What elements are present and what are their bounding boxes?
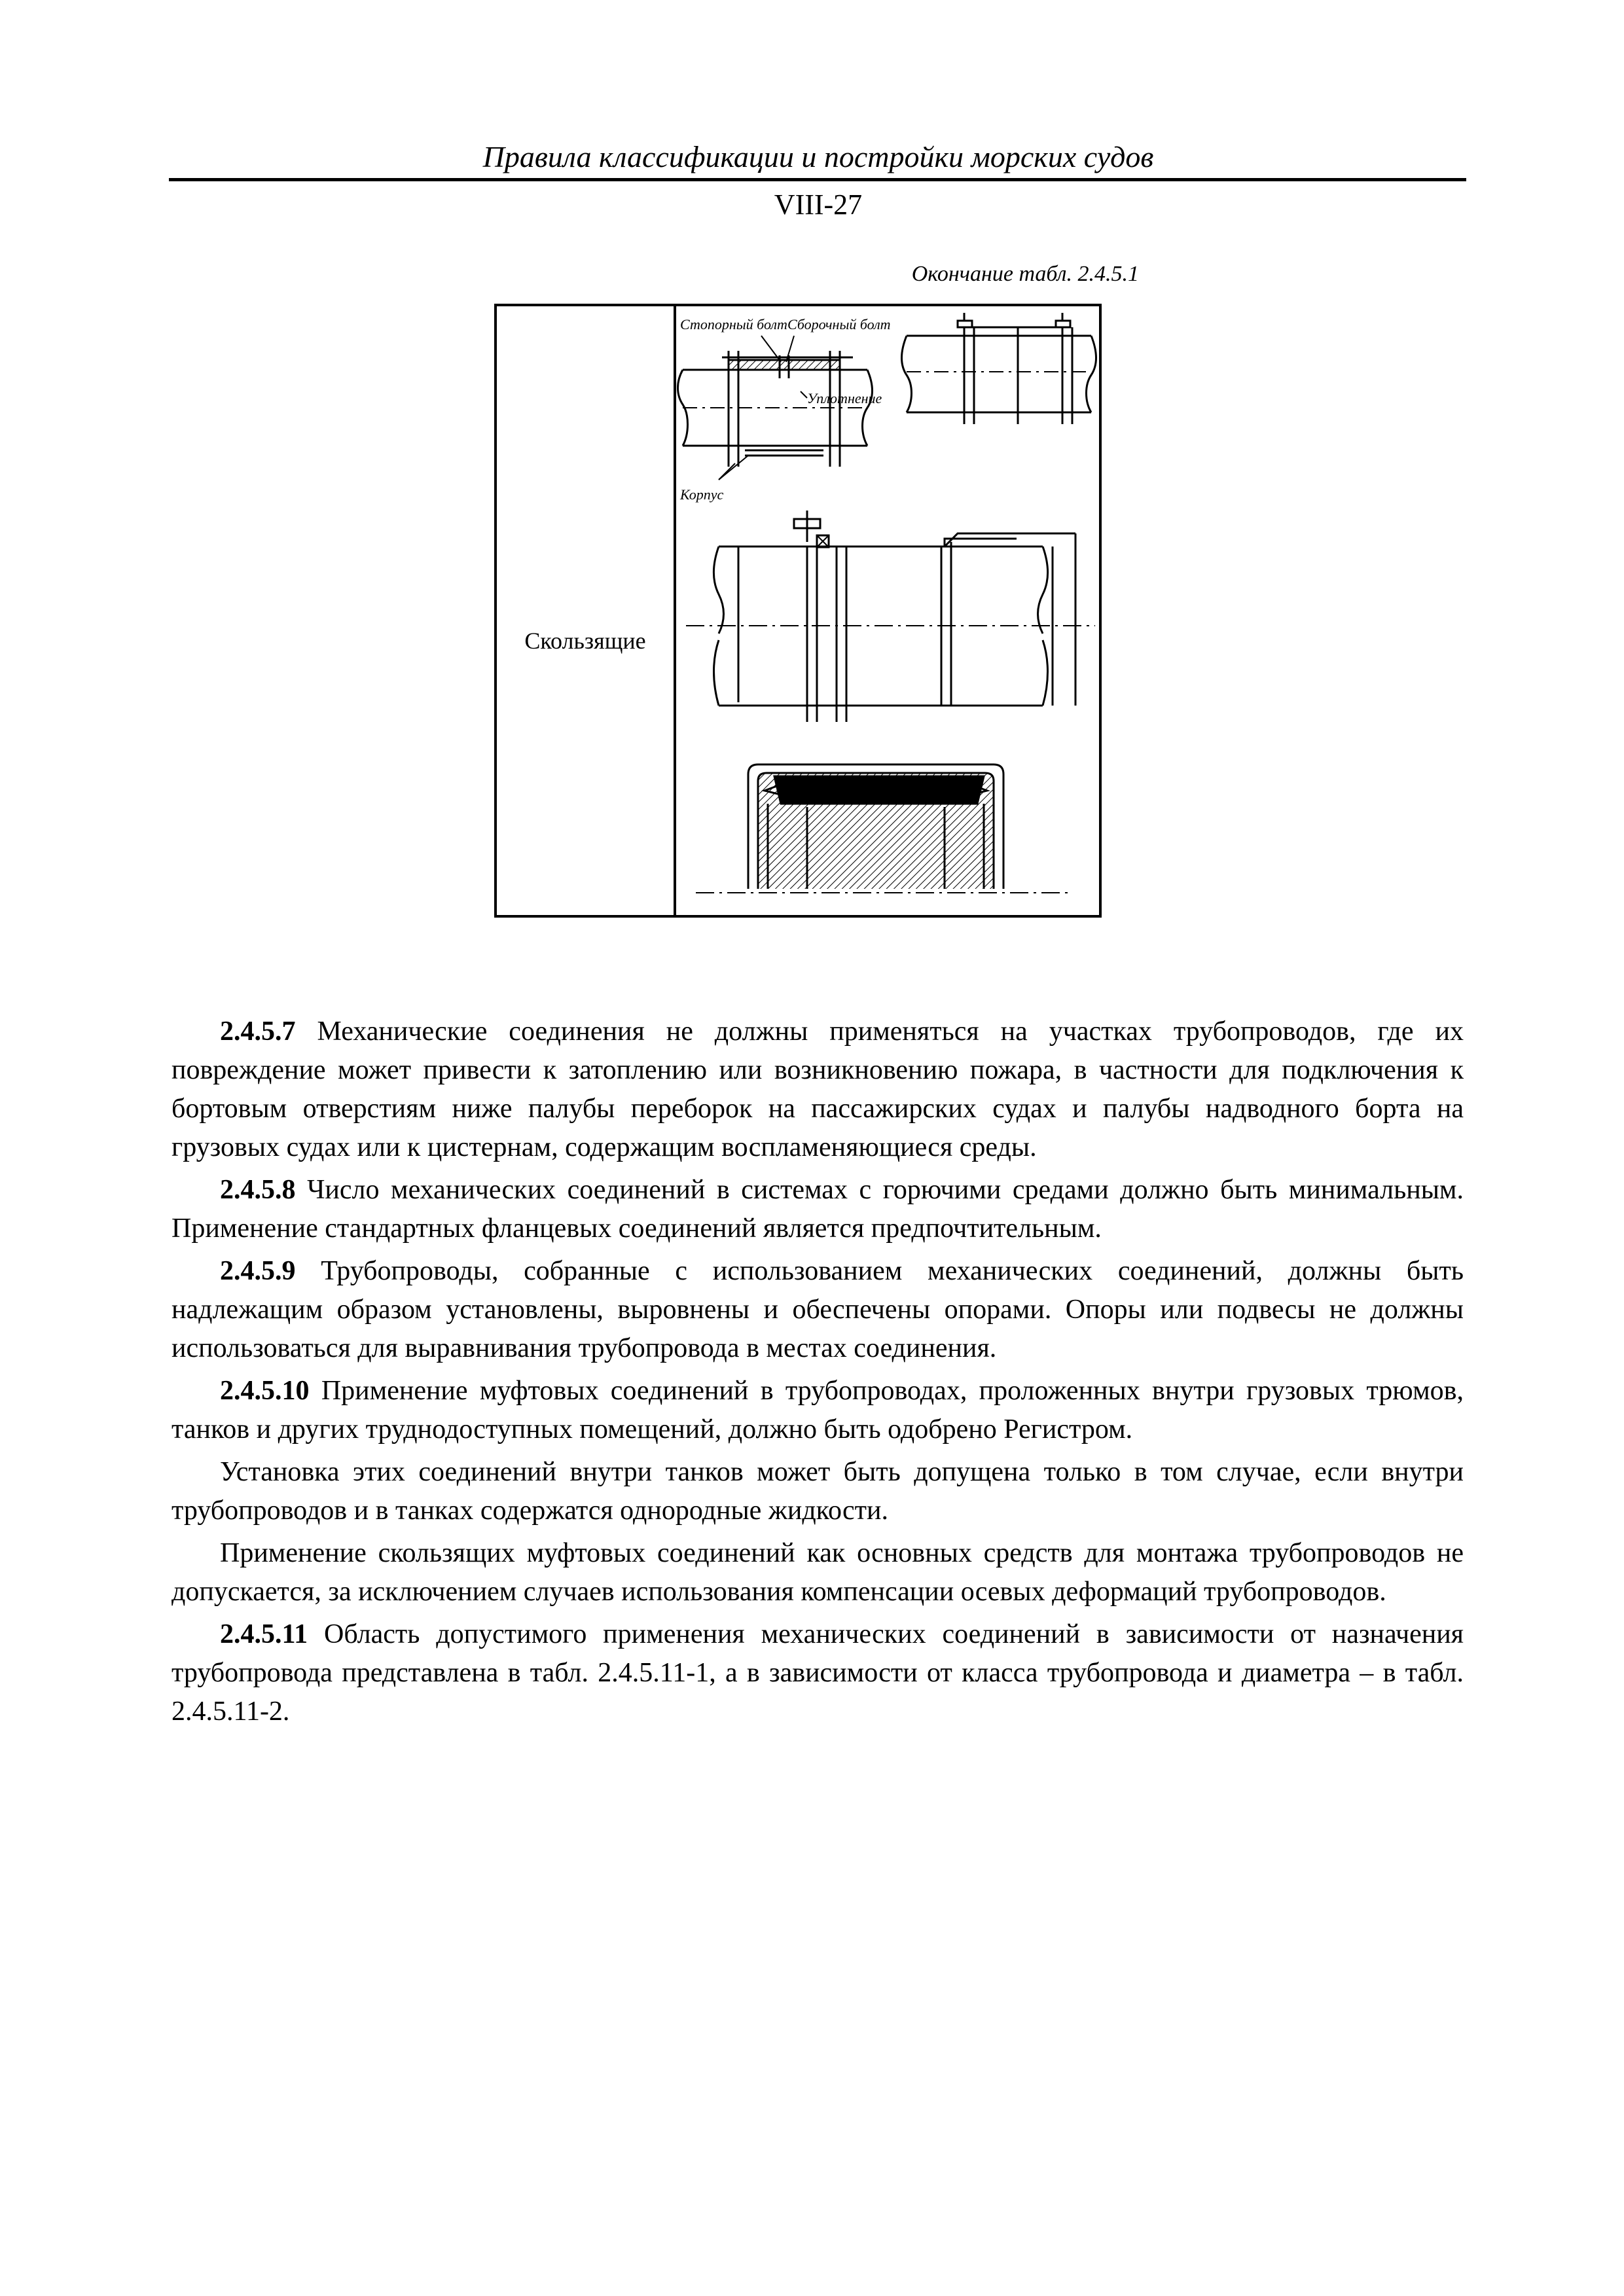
- label-stopper-bolt: Стопорный болт: [680, 316, 787, 332]
- paragraph-tank-installation: Установка этих соединений внутри танков может быть допущена только в том случае, если внутри трубопроводов и в танках содержатся однородные жидкости.: [171, 1457, 1464, 1526]
- label-seal: Уплотнение: [807, 390, 882, 406]
- seal-section-drawing: [696, 764, 1069, 893]
- slip-joint-drawing: [686, 511, 1095, 722]
- paragraph-2-4-5-8: 2.4.5.8 Число механических соединений в системах с горючими средами должно быть минимальным. Применение стандартных фланцевых соединений является предпочтительным.: [171, 1175, 1464, 1244]
- page-number: VIII-27: [774, 188, 863, 221]
- label-body: Корпус: [680, 486, 724, 503]
- body-text: [171, 1013, 1464, 1735]
- paragraph-2-4-5-10: 2.4.5.10 Применение муфтовых соединений в трубопроводах, проложенных внутри грузовых трюмов, танков и других труднодоступных помещений, должно быть одобрено Регистром.: [171, 1376, 1464, 1444]
- table-row-label: Скользящие: [524, 628, 646, 654]
- flange-joint-drawing: [902, 313, 1096, 424]
- header-rule: [169, 178, 1466, 181]
- sliding-joint-figure: [676, 306, 1099, 915]
- paragraph-2-4-5-11: 2.4.5.11 Область допустимого применения механических соединений в зависимости от назначения трубопровода представлена в табл. 2.4.5.11-1, а в зависимости от класса трубопровода и диаметра – в табл. 2.4.5.11-2.: [171, 1619, 1464, 1727]
- paragraph-sliding-joints: Применение скользящих муфтовых соединений как основных средств для монтажа трубопроводов не допускается, за исключением случаев использования компенсации осевых деформаций трубопроводов.: [171, 1538, 1464, 1607]
- paragraph-2-4-5-9: 2.4.5.9 Трубопроводы, собранные с использованием механических соединений, должны быть надлежащим образом установлены, выровнены и обеспечены опорами. Опоры или подвесы не должны использоваться для выравнивания трубопровода в местах соединения.: [171, 1256, 1464, 1363]
- sleeve-joint-drawing: [678, 336, 873, 480]
- table-caption: Окончание табл. 2.4.5.1: [911, 262, 1139, 286]
- label-assembly-bolt: Сборочный болт: [787, 316, 891, 332]
- paragraph-2-4-5-7: 2.4.5.7 Механические соединения не должны применяться на участках трубопроводов, где их повреждение может привести к затоплению или возникновению пожара, в частности для подключения к бортовым отверстиям ниже палубы переборок на пассажирских судах и палубы надводного борта на грузовых судах или к цистернам, содержащим воспламеняющиеся среды.: [171, 1016, 1464, 1162]
- running-header: Правила классификации и постройки морских судов: [482, 140, 1154, 173]
